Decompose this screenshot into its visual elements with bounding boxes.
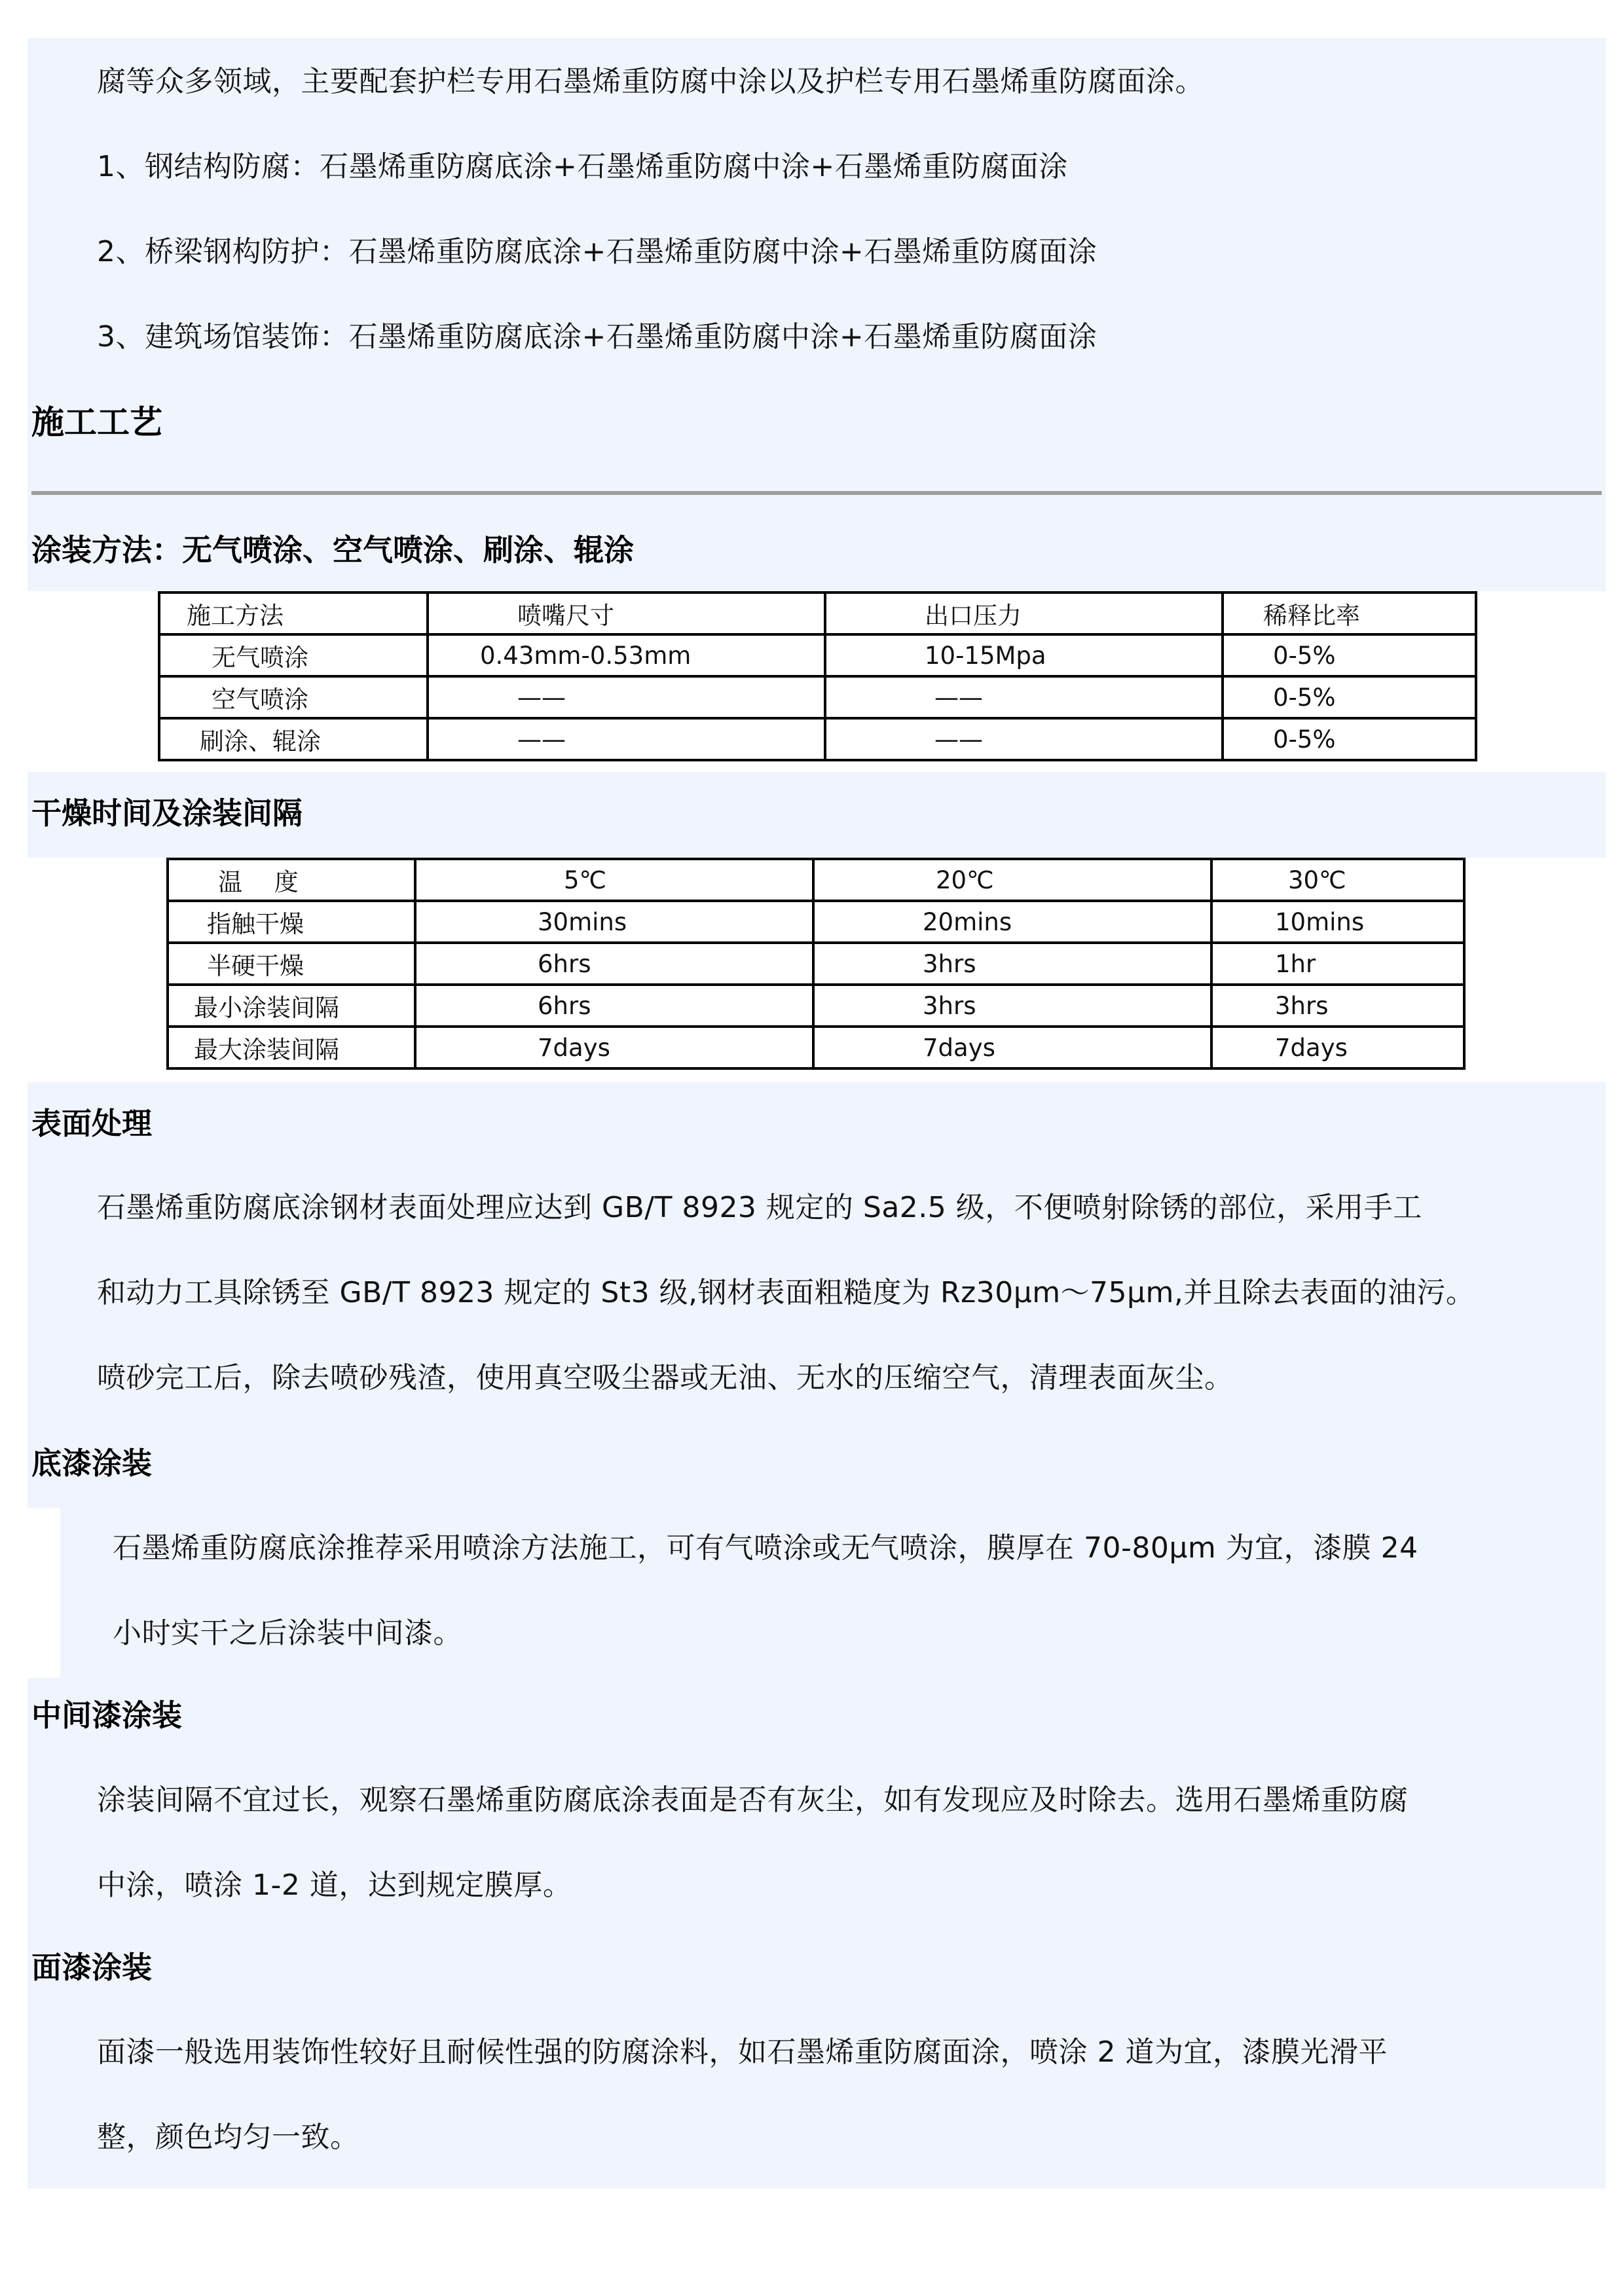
table-cell: 最大涂装间隔	[168, 1027, 415, 1068]
table-cell: ——	[428, 718, 825, 760]
surface-line: 和动力工具除锈至 GB/T 8923 规定的 St3 级,钢材表面粗糙度为 Rz30μm～75μm,并且除去表面的油污。	[97, 1276, 1475, 1309]
primer-heading: 底漆涂装	[31, 1446, 152, 1481]
intro-panel	[28, 38, 1606, 591]
table-row	[159, 634, 1476, 676]
table-row	[168, 943, 1464, 985]
table-header-cell: 稀释比率	[1223, 592, 1476, 634]
table-cell: 3hrs	[813, 943, 1211, 985]
table-header-cell: 5℃	[415, 859, 813, 901]
primer-line: 小时实干之后涂装中间漆。	[113, 1616, 462, 1650]
section-title-construction: 施工工艺	[31, 403, 162, 441]
table-cell: 3hrs	[1211, 985, 1464, 1027]
table-row	[168, 1027, 1464, 1068]
table-cell: 刷涂、辊涂	[159, 718, 428, 760]
table-cell: ——	[825, 676, 1223, 718]
table-cell: 10mins	[1211, 901, 1464, 943]
table-cell: 6hrs	[415, 985, 813, 1027]
topcoat-line: 面漆一般选用装饰性较好且耐候性强的防腐涂料，如石墨烯重防腐面涂，喷涂 2 道为宜，漆膜光滑平	[97, 2035, 1388, 2069]
drying-heading: 干燥时间及涂装间隔	[31, 795, 303, 831]
table-header-cell: 出口压力	[825, 592, 1223, 634]
table-cell: 0-5%	[1223, 676, 1476, 718]
section-divider	[31, 491, 1602, 495]
intermediate-heading: 中间漆涂装	[31, 1698, 182, 1733]
table-header-row	[168, 859, 1464, 901]
table-header-row	[159, 592, 1476, 634]
table-cell: 0.43mm-0.53mm	[428, 634, 825, 676]
table-cell: 6hrs	[415, 943, 813, 985]
table-cell: 0-5%	[1223, 718, 1476, 760]
table-cell: 7days	[1211, 1027, 1464, 1068]
table-cell: 无气喷涂	[159, 634, 428, 676]
intro-continuation: 腐等众多领域，主要配套护栏专用石墨烯重防腐中涂以及护栏专用石墨烯重防腐面涂。	[97, 65, 1204, 98]
intermediate-line: 涂装间隔不宜过长，观察石墨烯重防腐底涂表面是否有灰尘，如有发现应及时除去。选用石墨烯重防腐	[97, 1783, 1409, 1817]
application-item: 3、建筑场馆装饰：石墨烯重防腐底涂+石墨烯重防腐中涂+石墨烯重防腐面涂	[97, 320, 1098, 354]
table-row	[159, 718, 1476, 760]
table-cell: 空气喷涂	[159, 676, 428, 718]
surface-line: 喷砂完工后，除去喷砂残渣，使用真空吸尘器或无油、无水的压缩空气，清理表面灰尘。	[97, 1361, 1234, 1394]
table-cell: 半硬干燥	[168, 943, 415, 985]
table-cell: 30mins	[415, 901, 813, 943]
table-cell: 7days	[813, 1027, 1211, 1068]
table-header-cell: 30℃	[1211, 859, 1464, 901]
drying-table	[166, 858, 1466, 1070]
methods-heading: 涂装方法：无气喷涂、空气喷涂、刷涂、辊涂	[31, 532, 634, 568]
table-row	[159, 676, 1476, 718]
application-item: 1、钢结构防腐：石墨烯重防腐底涂+石墨烯重防腐中涂+石墨烯重防腐面涂	[97, 150, 1068, 183]
surface-heading: 表面处理	[31, 1106, 152, 1141]
table-cell: 7days	[415, 1027, 813, 1068]
table-header-cell: 施工方法	[159, 592, 428, 634]
table-row	[168, 901, 1464, 943]
table-cell: 3hrs	[813, 985, 1211, 1027]
table-cell: 0-5%	[1223, 634, 1476, 676]
table-cell: 20mins	[813, 901, 1211, 943]
table-header-cell: 喷嘴尺寸	[428, 592, 825, 634]
table-cell: ——	[825, 718, 1223, 760]
application-item: 2、桥梁钢构防护：石墨烯重防腐底涂+石墨烯重防腐中涂+石墨烯重防腐面涂	[97, 235, 1098, 268]
topcoat-line: 整，颜色均匀一致。	[97, 2121, 360, 2154]
methods-table	[158, 591, 1477, 761]
table-cell: 10-15Mpa	[825, 634, 1223, 676]
primer-line: 石墨烯重防腐底涂推荐采用喷涂方法施工，可有气喷涂或无气喷涂，膜厚在 70-80μm 为宜，漆膜 24	[113, 1531, 1418, 1565]
intermediate-line: 中涂，喷涂 1-2 道，达到规定膜厚。	[97, 1868, 572, 1902]
lower-panel	[28, 1678, 1606, 2189]
surface-line: 石墨烯重防腐底涂钢材表面处理应达到 GB/T 8923 规定的 Sa2.5 级，不便喷射除锈的部位，采用手工	[97, 1191, 1422, 1224]
table-header-cell: 20℃	[813, 859, 1211, 901]
table-cell: 1hr	[1211, 943, 1464, 985]
table-cell: ——	[428, 676, 825, 718]
table-cell: 指触干燥	[168, 901, 415, 943]
table-row	[168, 985, 1464, 1027]
table-header-cell: 温 度	[168, 859, 415, 901]
topcoat-heading: 面漆涂装	[31, 1950, 152, 1985]
table-cell: 最小涂装间隔	[168, 985, 415, 1027]
